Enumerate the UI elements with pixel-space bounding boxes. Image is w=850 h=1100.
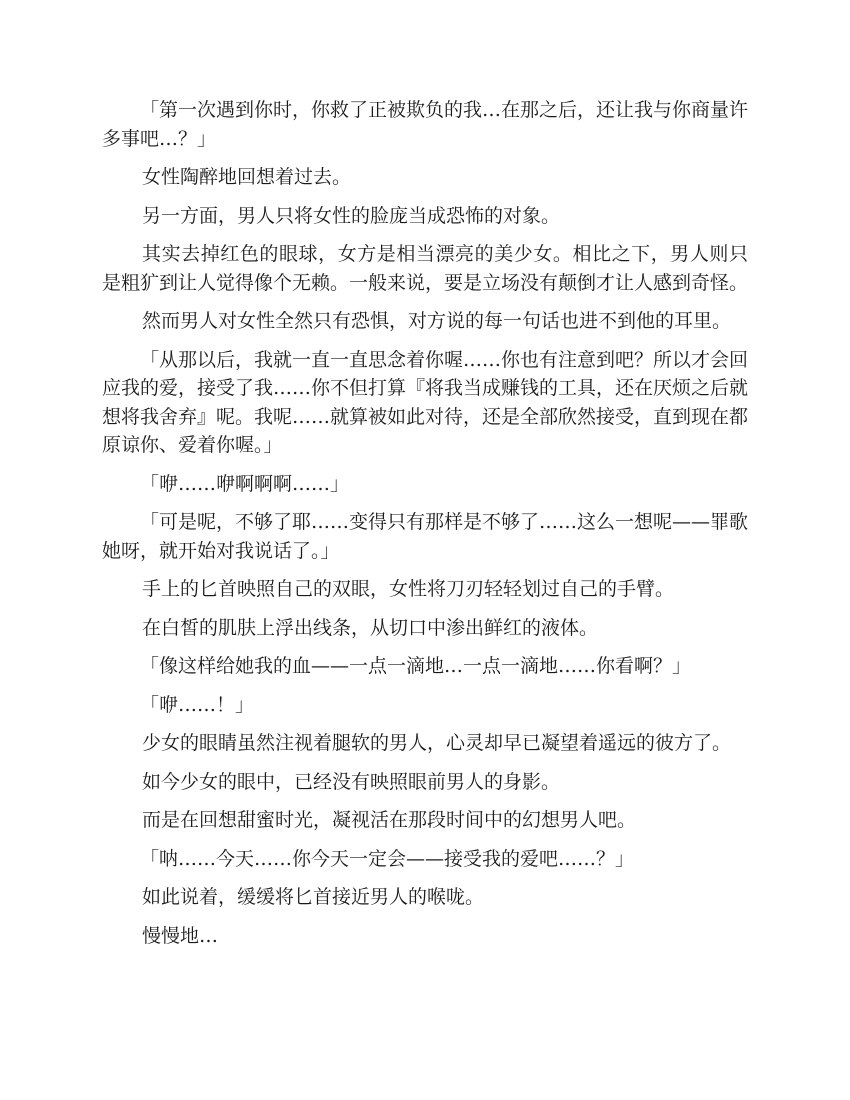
narration-paragraph: 少女的眼睛虽然注视着腿软的男人，心灵却早已凝望着遥远的彼方了。	[142, 732, 732, 754]
narration-paragraph: 其实去掉红色的眼球，女方是相当漂亮的美少女。相比之下，男人则只是粗犷到让人觉得像个无赖。一般来说，要是立场没有颠倒才让人感到奇怪。	[102, 243, 749, 294]
narration-paragraph: 然而男人对女性全然只有恐惧，对方说的每一句话也进不到他的耳里。	[142, 310, 732, 332]
dialogue-paragraph: 「第一次遇到你时，你救了正被欺负的我…在那之后，还让我与你商量许多事吧…？」	[102, 99, 749, 150]
narration-paragraph: 女性陶醉地回想着过去。	[142, 166, 352, 188]
dialogue-paragraph: 「从那以后，我就一直一直思念着你喔……你也有注意到吧？所以才会回应我的爱，接受了我……你不但打算『将我当成赚钱的工具，还在厌烦之后就想将我舍弃』呢。我呢……就算被如此对待，还是全部欣然接受，直到现在都原谅你、爱着你喔。」	[102, 348, 749, 456]
narration-paragraph: 在白皙的肌肤上浮出线条，从切口中渗出鲜红的液体。	[142, 616, 599, 639]
document-page	[102, 96, 748, 960]
dialogue-paragraph: 「像这样给她我的血——一点一滴地…一点一滴地……你看啊？」	[140, 655, 692, 677]
dialogue-paragraph: 「可是呢，不够了耶……变得只有那样是不够了……这么一想呢——罪歌她呀，就开始对我说话了。」	[102, 511, 749, 562]
dialogue-paragraph: 「呐……今天……你今天一定会——接受我的爱吧……？」	[140, 847, 635, 870]
narration-paragraph: 如今少女的眼中，已经没有映照眼前男人的身影。	[142, 770, 561, 793]
narration-paragraph: 慢慢地…	[142, 924, 219, 947]
narration-paragraph: 手上的匕首映照自己的双眼，女性将刀刃轻轻划过自己的手臂。	[142, 578, 675, 600]
narration-paragraph: 而是在回想甜蜜时光，凝视活在那段时间中的幻想男人吧。	[142, 809, 637, 831]
dialogue-paragraph: 「咿……咿啊啊啊……」	[140, 472, 350, 495]
narration-paragraph: 如此说着，缓缓将匕首接近男人的喉咙。	[142, 886, 485, 908]
narration-paragraph: 另一方面，男人只将女性的脸庞当成恐怖的对象。	[142, 204, 561, 227]
dialogue-paragraph: 「咿……！」	[140, 693, 255, 716]
